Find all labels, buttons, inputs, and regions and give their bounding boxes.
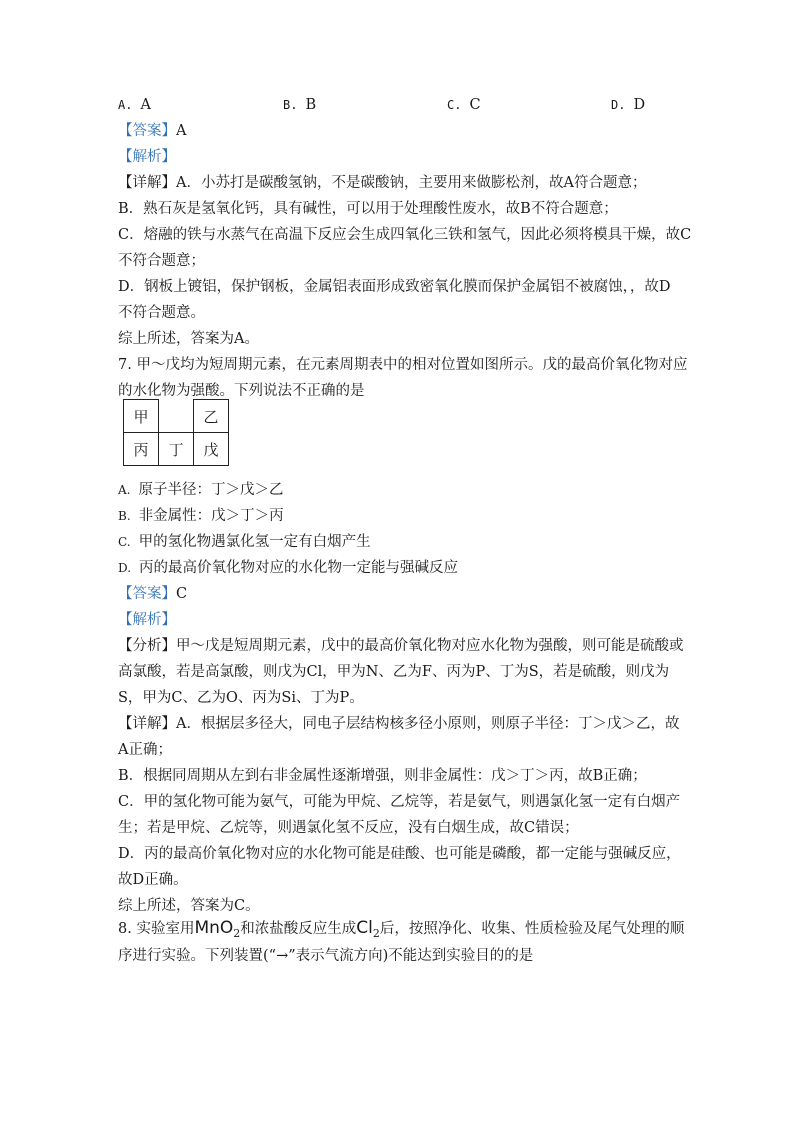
q7-summary: 综上所述，答案为C。 bbox=[118, 898, 260, 914]
option-c: C. C bbox=[447, 97, 481, 113]
q7-detail-d2: 故D正确。 bbox=[118, 872, 188, 888]
q7-analysis-tag: 【解析】 bbox=[118, 612, 176, 628]
cell-empty bbox=[159, 400, 194, 433]
q6-detail-c2: 不符合题意； bbox=[118, 253, 205, 269]
q6-summary: 综上所述，答案为A。 bbox=[118, 331, 259, 347]
q7-stem-1: 7. 甲～戊均为短周期元素，在元素周期表中的相对位置如图所示。戊的最高价氧化物对应 bbox=[118, 357, 688, 373]
q7-fenxi-1: 【分析】甲～戊是短周期元素，戊中的最高价氧化物对应水化物为强酸，则可能是硫酸或 bbox=[118, 638, 684, 654]
q6-detail-d2: 不符合题意。 bbox=[118, 305, 205, 321]
q6-detail-b: B．熟石灰是氢氧化钙，具有碱性，可以用于处理酸性废水，故B不符合题意； bbox=[118, 201, 618, 217]
q8-stem-2: 序进行实验。下列装置(“→”表示气流方向)不能达到实验目的的是 bbox=[118, 948, 534, 964]
option-d: D. D bbox=[611, 97, 646, 113]
q6-answer: 【答案】A bbox=[118, 123, 187, 139]
cell-wu: 戊 bbox=[194, 433, 229, 466]
q6-detail-c1: C．熔融的铁与水蒸气在高温下反应会生成四氧化三铁和氢气，因此必须将模具干燥，故C bbox=[118, 227, 692, 243]
cell-jia: 甲 bbox=[124, 400, 159, 433]
periodic-table-fragment bbox=[123, 399, 229, 466]
q7-option-c: C. 甲的氢化物遇氯化氢一定有白烟产生 bbox=[118, 534, 371, 550]
q7-option-d: D. 丙的最高价氧化物对应的水化物一定能与强碱反应 bbox=[118, 560, 459, 576]
option-b: B. B bbox=[283, 97, 317, 113]
q7-answer: 【答案】C bbox=[118, 586, 188, 602]
q7-fenxi-2: 高氯酸，若是高氯酸，则戊为Cl，甲为N、乙为F、丙为P、丁为S，若是硫酸，则戊为 bbox=[118, 664, 670, 680]
q7-detail-c1: C．甲的氢化物可能为氨气，可能为甲烷、乙烷等，若是氨气，则遇氯化氢一定有白烟产 bbox=[118, 794, 681, 810]
q7-fenxi-3: S，甲为C、乙为O、丙为Si、丁为P。 bbox=[118, 690, 364, 706]
q6-analysis-tag: 【解析】 bbox=[118, 149, 176, 165]
cell-yi: 乙 bbox=[194, 400, 229, 433]
q7-detail-d1: D．丙的最高价氧化物对应的水化物可能是硅酸、也可能是磷酸，都一定能与强碱反应， bbox=[118, 846, 681, 862]
q7-option-a: A. 原子半径：丁＞戊＞乙 bbox=[118, 482, 284, 498]
q7-detail-c2: 生；若是甲烷、乙烷等，则遇氯化氢不反应，没有白烟生成，故C错误； bbox=[118, 820, 579, 836]
cell-bing: 丙 bbox=[124, 433, 159, 466]
q7-stem-2: 的水化物为强酸。下列说法不正确的是 bbox=[118, 383, 365, 399]
q8-stem-1: 8. 实验室用MnO$_2$和浓盐酸反应生成$Cl_2$后，按照净化、收集、性质检验及尾气处理的顺 bbox=[118, 918, 685, 940]
q6-detail-a: 【详解】A．小苏打是碳酸氢钠，不是碳酸钠，主要用来做膨松剂，故A符合题意； bbox=[118, 175, 647, 191]
q7-detail-a2: A正确； bbox=[118, 742, 172, 758]
q6-detail-d1: D．钢板上镀铝，保护钢板，金属铝表面形成致密氧化膜而保护金属铝不被腐蚀，，故D bbox=[118, 279, 671, 295]
q7-detail-b: B．根据同周期从左到右非金属性逐渐增强，则非金属性：戊＞丁＞丙，故B正确； bbox=[118, 768, 647, 784]
q7-detail-a1: 【详解】A．根据层多径大，同电子层结构核多径小原则，则原子半径：丁＞戊＞乙，故 bbox=[118, 716, 680, 732]
q7-option-b: B. 非金属性：戊＞丁＞丙 bbox=[118, 508, 284, 524]
cell-ding: 丁 bbox=[159, 433, 194, 466]
option-a: A. A bbox=[118, 97, 151, 113]
